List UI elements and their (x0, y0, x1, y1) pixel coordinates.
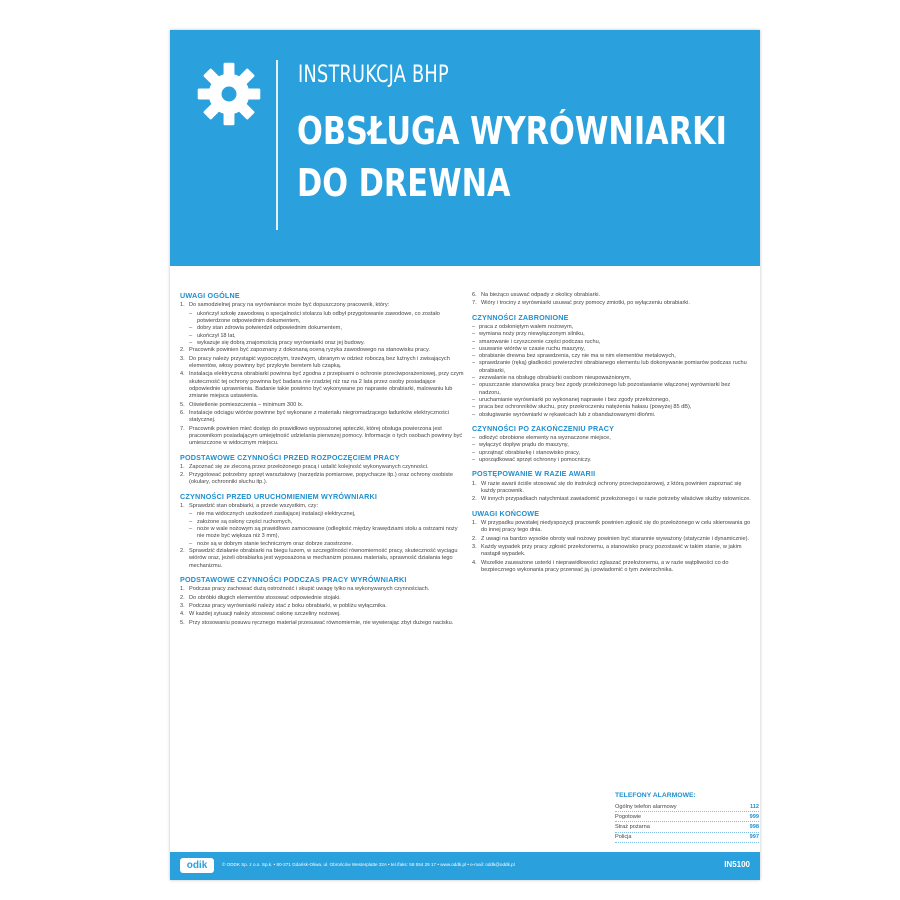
dash-marker: – (189, 339, 193, 346)
item-text: W każdej sytuacji należy stosować osłonę szczeliny nożowej. (189, 611, 341, 618)
item-number: 3. (472, 543, 477, 550)
dash-marker: – (472, 323, 476, 330)
list-item (472, 353, 752, 360)
item-text: Wióry i trociny z wyrówniarki usuwać przy pomocy zmiotki, po wyłączeniu obrabiarki. (481, 300, 690, 307)
section-heading: UWAGI OGÓLNE (180, 291, 240, 300)
item-number: 4. (472, 559, 477, 566)
item-number: 2. (180, 594, 185, 601)
item-text: Sprawdzić stan obrabiarki, a przede wszystkim, czy: (189, 503, 319, 510)
sub-item (180, 311, 465, 326)
list-item (180, 595, 465, 602)
sub-item (180, 519, 465, 526)
dash-marker: – (189, 511, 193, 518)
list-item (180, 356, 465, 371)
dash-marker: – (189, 526, 193, 533)
item-text: uporządkować sprzęt ochronny i pomocniczy. (479, 457, 592, 464)
item-text: praca bez ochronników słuchu, przy przekroczeniu natężenia hałasu (powyżej 85 dB), (479, 404, 692, 411)
dash-marker: – (472, 404, 476, 411)
list-item (180, 603, 465, 610)
sub-item-text: dobry stan zdrowia potwierdził odpowiednim dokumentem, (197, 325, 342, 332)
item-number: 2. (472, 496, 477, 503)
sub-item (180, 333, 465, 340)
phones-heading: TELEFONY ALARMOWE: (615, 792, 696, 799)
item-text: obrabianie drewna bez sprawdzenia, czy nie ma w nim elementów metalowych, (479, 353, 676, 360)
dash-marker: – (189, 310, 193, 317)
list-item (180, 472, 465, 487)
dash-marker: – (189, 540, 193, 547)
dash-marker: – (472, 360, 476, 367)
sub-item-text: założone są osłony części ruchomych, (197, 518, 293, 525)
item-text: Przygotować potrzebny sprzęt warsztatowy (narzędzia pomiarowe, popychacze itp.) oraz ochrony osobiste (okulary, ochronniki słuchu itp.). (189, 472, 453, 486)
item-number: 1. (180, 302, 185, 309)
list-item (472, 544, 752, 559)
item-text: Do pracy należy przystąpić wypoczętym, trzeźwym, ubranym w odzież roboczą bez luźnych i zwisających elementów, włosy powinny być przykryte beretem lub czapką. (189, 355, 450, 369)
item-text: W innych przypadkach natychmiast zawiadomić przełożonego i w razie potrzeby właściwe służby ratownicze. (481, 496, 751, 503)
list-item (472, 360, 752, 375)
item-text: wymiana noży przy niewyłączonym silniku, (479, 331, 585, 338)
phone-number: 998 (749, 823, 759, 830)
item-text: Sprawdzić działanie obrabiarki na biegu luzem, w szczególności równomierność pracy, skuteczność wyciągu wiórów oraz, jeżeli obrabiarka jest wyposażona w mechanizm posuwu materiału, sprawność działania tego mechanizmu. (189, 547, 458, 569)
list-item (472, 324, 752, 331)
list-item (472, 520, 752, 535)
list-item (472, 496, 752, 503)
item-number: 6. (472, 292, 477, 298)
section-heading: POSTĘPOWANIE W RAZIE AWARII (472, 469, 596, 479)
list-item (180, 503, 465, 510)
item-number: 5. (180, 619, 185, 626)
item-text: uprzątnąć obrabiarkę i stanowisko pracy, (479, 449, 580, 456)
list-item (180, 347, 465, 354)
item-text: Do samodzielnej pracy na wyrówniarce może być dopuszczony pracownik, który: (189, 302, 390, 309)
list-item (180, 611, 465, 618)
dash-marker: – (472, 435, 476, 442)
item-text: usuwanie wiórów w czasie ruchu maszyny, (479, 345, 585, 352)
gear-icon (195, 60, 263, 128)
phone-number: 997 (749, 834, 759, 841)
section-heading: CZYNNOŚCI PRZED URUCHOMIENIEM WYRÓWNIARKI (180, 491, 378, 501)
item-number: 3. (180, 355, 185, 362)
item-text: praca z odsłoniętym wałem nożowym, (479, 323, 574, 330)
list-item (472, 560, 752, 575)
item-text: Do obróbki długich elementów stosować odpowiednie stojaki. (189, 594, 341, 601)
item-text: W przypadku powstałej niedyspozycji pracownik powinien zgłosić się do przełożonego w celu skierowania go do innej pracy tego dnia. (481, 519, 751, 534)
item-text: zezwalanie na obsługę obrabiarki osobom nieupoważnionym, (479, 375, 632, 382)
poster-header (170, 30, 760, 266)
phone-row (615, 833, 759, 843)
item-number: 4. (180, 371, 185, 378)
item-number: 2. (472, 535, 477, 542)
dash-marker: – (472, 331, 476, 338)
item-text: uruchamianie wyrówniarki po wykonanej naprawie i bez zgody przełożonego, (479, 396, 670, 403)
item-text: Pracownik powinien być zapoznany z dokonaną oceną ryzyka zawodowego na stanowisku pracy. (189, 347, 430, 354)
list-item (472, 536, 752, 543)
sub-item (180, 340, 465, 347)
footer-text: © ODDK Sp. z o.o. Sp.k. • 80-371 Gdańsk-Oliwa, ul. Obrońców Westerplatte 32A • tel./faks: 58 554 29 17 • www.oddk.pl • e-mail: oddk@oddk.pl (222, 862, 515, 867)
dash-marker: – (472, 396, 476, 403)
list-item (180, 586, 465, 593)
sub-item (180, 526, 465, 541)
list-item (472, 397, 752, 404)
item-number: 7. (180, 425, 185, 432)
item-text: wyłączyć dopływ prądu do maszyny, (479, 442, 569, 449)
list-item (180, 464, 465, 471)
publisher-logo: odik (180, 858, 214, 873)
item-text: Na bieżąco usuwać odpady z okolicy obrabiarki. (481, 292, 601, 298)
phone-label: Straż pożarna (615, 823, 650, 830)
list-item (472, 412, 752, 419)
item-number: 1. (180, 463, 185, 470)
title-line-1: OBSŁUGA WYRÓWNIARKI (297, 109, 727, 153)
list-item (472, 300, 752, 307)
item-text: obsługiwanie wyrówniarki w rękawicach lub z obandażowanymi dłońmi. (479, 411, 656, 418)
list-item (180, 371, 465, 400)
phone-row (615, 812, 759, 822)
phone-label: Ogólny telefon alarmowy (615, 803, 677, 810)
sub-item-text: wykazuje się dobrą znajomością pracy wyrówniarki oraz jej budowy. (197, 339, 365, 346)
item-text: Pracownik powinien mieć dostęp do prawidłowo wyposażonej apteczki, której obsługa powierzona jest pracownikom posiadającym umiejętność udzielania pierwszej pomocy. Informacje o tych osobach powinny być umieszczone w widocznym miejscu. (189, 425, 463, 447)
item-number: 1. (472, 480, 477, 487)
dash-marker: – (472, 375, 476, 382)
item-text: Każdy wypadek przy pracy zgłosić przełożonemu, a stanowisko pracy pozostawić w takim stanie, w jakim nastąpił wypadek. (481, 543, 742, 558)
dash-marker: – (472, 442, 476, 449)
item-text: Wszelkie zauważone usterki i nieprawidłowości zgłaszać przełożonemu, a w razie wątpliwości co do bezpiecznego wykonania pracy przerwać ją i powiadomić o tym zwierzchnika. (481, 559, 729, 573)
sub-item-text: noże są w dobrym stanie technicznym oraz dobrze zaostrzone. (197, 540, 354, 547)
dash-marker: – (189, 332, 193, 339)
list-item (472, 375, 752, 382)
sub-item (180, 325, 465, 332)
product-code: IN5100 (724, 860, 750, 869)
list-item (472, 339, 752, 346)
item-text: Instalacje odciągu wiórów powinne być wykonane z materiału niegromadzącego ładunków elektryczności statycznej. (189, 409, 449, 424)
list-item (472, 435, 752, 442)
item-text: smarowanie i czyszczenie części podczas ruchu, (479, 338, 601, 345)
dash-marker: – (472, 449, 476, 456)
list-item (472, 481, 752, 496)
item-number: 1. (180, 503, 185, 510)
sub-item-text: nie ma widocznych uszkodzeń zasilającej instalacji elektrycznej, (197, 511, 356, 518)
item-number: 6. (180, 409, 185, 416)
list-item (180, 402, 465, 409)
dash-marker: – (472, 411, 476, 418)
list-item (472, 292, 752, 299)
list-item (472, 450, 752, 457)
item-number: 5. (180, 401, 185, 408)
dash-marker: – (189, 518, 193, 525)
item-text: sprawdzanie (ręką) gładkości powierzchni obrabianego elementu lub dokonywanie pomiarów podczas ruchu obrabiarki, (479, 360, 747, 374)
item-text: W razie awarii ściśle stosować się do instrukcji ochrony przeciwpożarowej, z którą powinien zapoznać się każdy pracownik. (481, 480, 742, 494)
dash-marker: – (189, 325, 193, 332)
list-item (472, 457, 752, 464)
item-text: Podczas pracy wyrówniarki należy stać z boku obrabiarki, w pobliżu wyłącznika. (189, 602, 387, 609)
poster-title (297, 105, 727, 209)
item-text: odłożyć obrobione elementy na wyznaczone miejsce, (479, 435, 611, 442)
item-text: Z uwagi na bardzo wysokie obroty wał nożowy powinien być starannie wyważony (statycznie i dynamicznie). (481, 535, 750, 542)
emergency-phones (615, 792, 759, 843)
list-item (472, 346, 752, 353)
item-number: 2. (180, 472, 185, 479)
item-number: 1. (472, 519, 477, 526)
item-text: Przy stosowaniu posuwu ręcznego materiał przesuwać równomiernie, nie wywierając zbyt dużego nacisku. (189, 619, 454, 626)
phone-number: 112 (749, 803, 759, 810)
right-column (472, 292, 752, 575)
poster-footer (170, 852, 760, 880)
phone-row (615, 822, 759, 832)
phone-label: Policja (615, 834, 632, 841)
section-heading: UWAGI KOŃCOWE (472, 508, 540, 518)
item-number: 2. (180, 347, 185, 354)
item-number: 2. (180, 547, 185, 554)
sub-item-text: ukończył 18 lat, (197, 332, 236, 339)
item-text: opuszczanie stanowiska pracy bez zgody przełożonego lub pozostawianie włączonej wyrówniarki bez nadzoru, (479, 382, 731, 396)
list-item (472, 382, 752, 397)
list-item (180, 426, 465, 448)
phone-label: Pogotowie (615, 813, 642, 820)
item-number: 1. (180, 586, 185, 593)
list-item (180, 410, 465, 425)
item-text: Instalacja elektryczna obrabiarki powinna być zgodna z przepisami o ochronie przeciwporażeniowej, przy czym skuteczność tej ochrony powinna być badana nie rzadziej niż raz na 2 lata przez osoby posiadające odpowiednie uprawnienia. Badanie takie powinno być wykonywane po naprawie obrabiarki, malowaniu lub zmianie miejsca ustawienia. (189, 371, 464, 400)
item-text: Zapoznać się ze zleconą przez przełożonego pracą i ustalić kolejność wykonywanych czynności. (189, 463, 429, 470)
phone-row (615, 802, 759, 812)
poster-kicker: INSTRUKCJA BHP (298, 60, 449, 88)
item-number: 3. (180, 602, 185, 609)
dash-marker: – (472, 457, 476, 464)
section-heading: PODSTAWOWE CZYNNOŚCI PODCZAS PRACY WYRÓWNIARKI (180, 574, 407, 584)
section-heading: CZYNNOŚCI ZABRONIONE (472, 312, 569, 322)
section-heading: PODSTAWOWE CZYNNOŚCI PRZED ROZPOCZĘCIEM PRACY (180, 452, 400, 462)
list-item (472, 404, 752, 411)
item-number: 4. (180, 611, 185, 618)
list-item (180, 548, 465, 570)
sub-item-text: ukończył szkołę zawodową o specjalności stolarza lub odbył przygotowanie zawodowe, co zostało potwierdzone odpowiednim dokumentem, (197, 310, 440, 324)
list-item (472, 331, 752, 338)
header-divider (276, 60, 278, 230)
section-heading: CZYNNOŚCI PO ZAKOŃCZENIU PRACY (472, 423, 615, 433)
dash-marker: – (472, 353, 476, 360)
item-text: Podczas pracy zachować dużą ostrożność i skupić uwagę tylko na wykonywanych czynnościach. (189, 586, 430, 593)
sub-item (180, 541, 465, 548)
dash-marker: – (472, 382, 476, 389)
list-item (180, 620, 465, 627)
sub-item (180, 511, 465, 518)
dash-marker: – (472, 338, 476, 345)
item-text: Oświetlenie pomieszczenia – minimum 300 lx. (189, 401, 304, 408)
list-item (472, 442, 752, 449)
dash-marker: – (472, 345, 476, 352)
sub-item-text: noże w wale nożowym są prawidłowo zamocowane (odległość między krawędziami stołu a ostrzami noży nie może być większa niż 3 mm), (197, 526, 458, 540)
item-number: 7. (472, 300, 477, 307)
title-line-2: DO DREWNA (297, 161, 511, 205)
phone-number: 999 (749, 813, 759, 820)
left-column (170, 292, 465, 628)
list-item (180, 302, 465, 309)
instruction-poster (170, 30, 760, 880)
